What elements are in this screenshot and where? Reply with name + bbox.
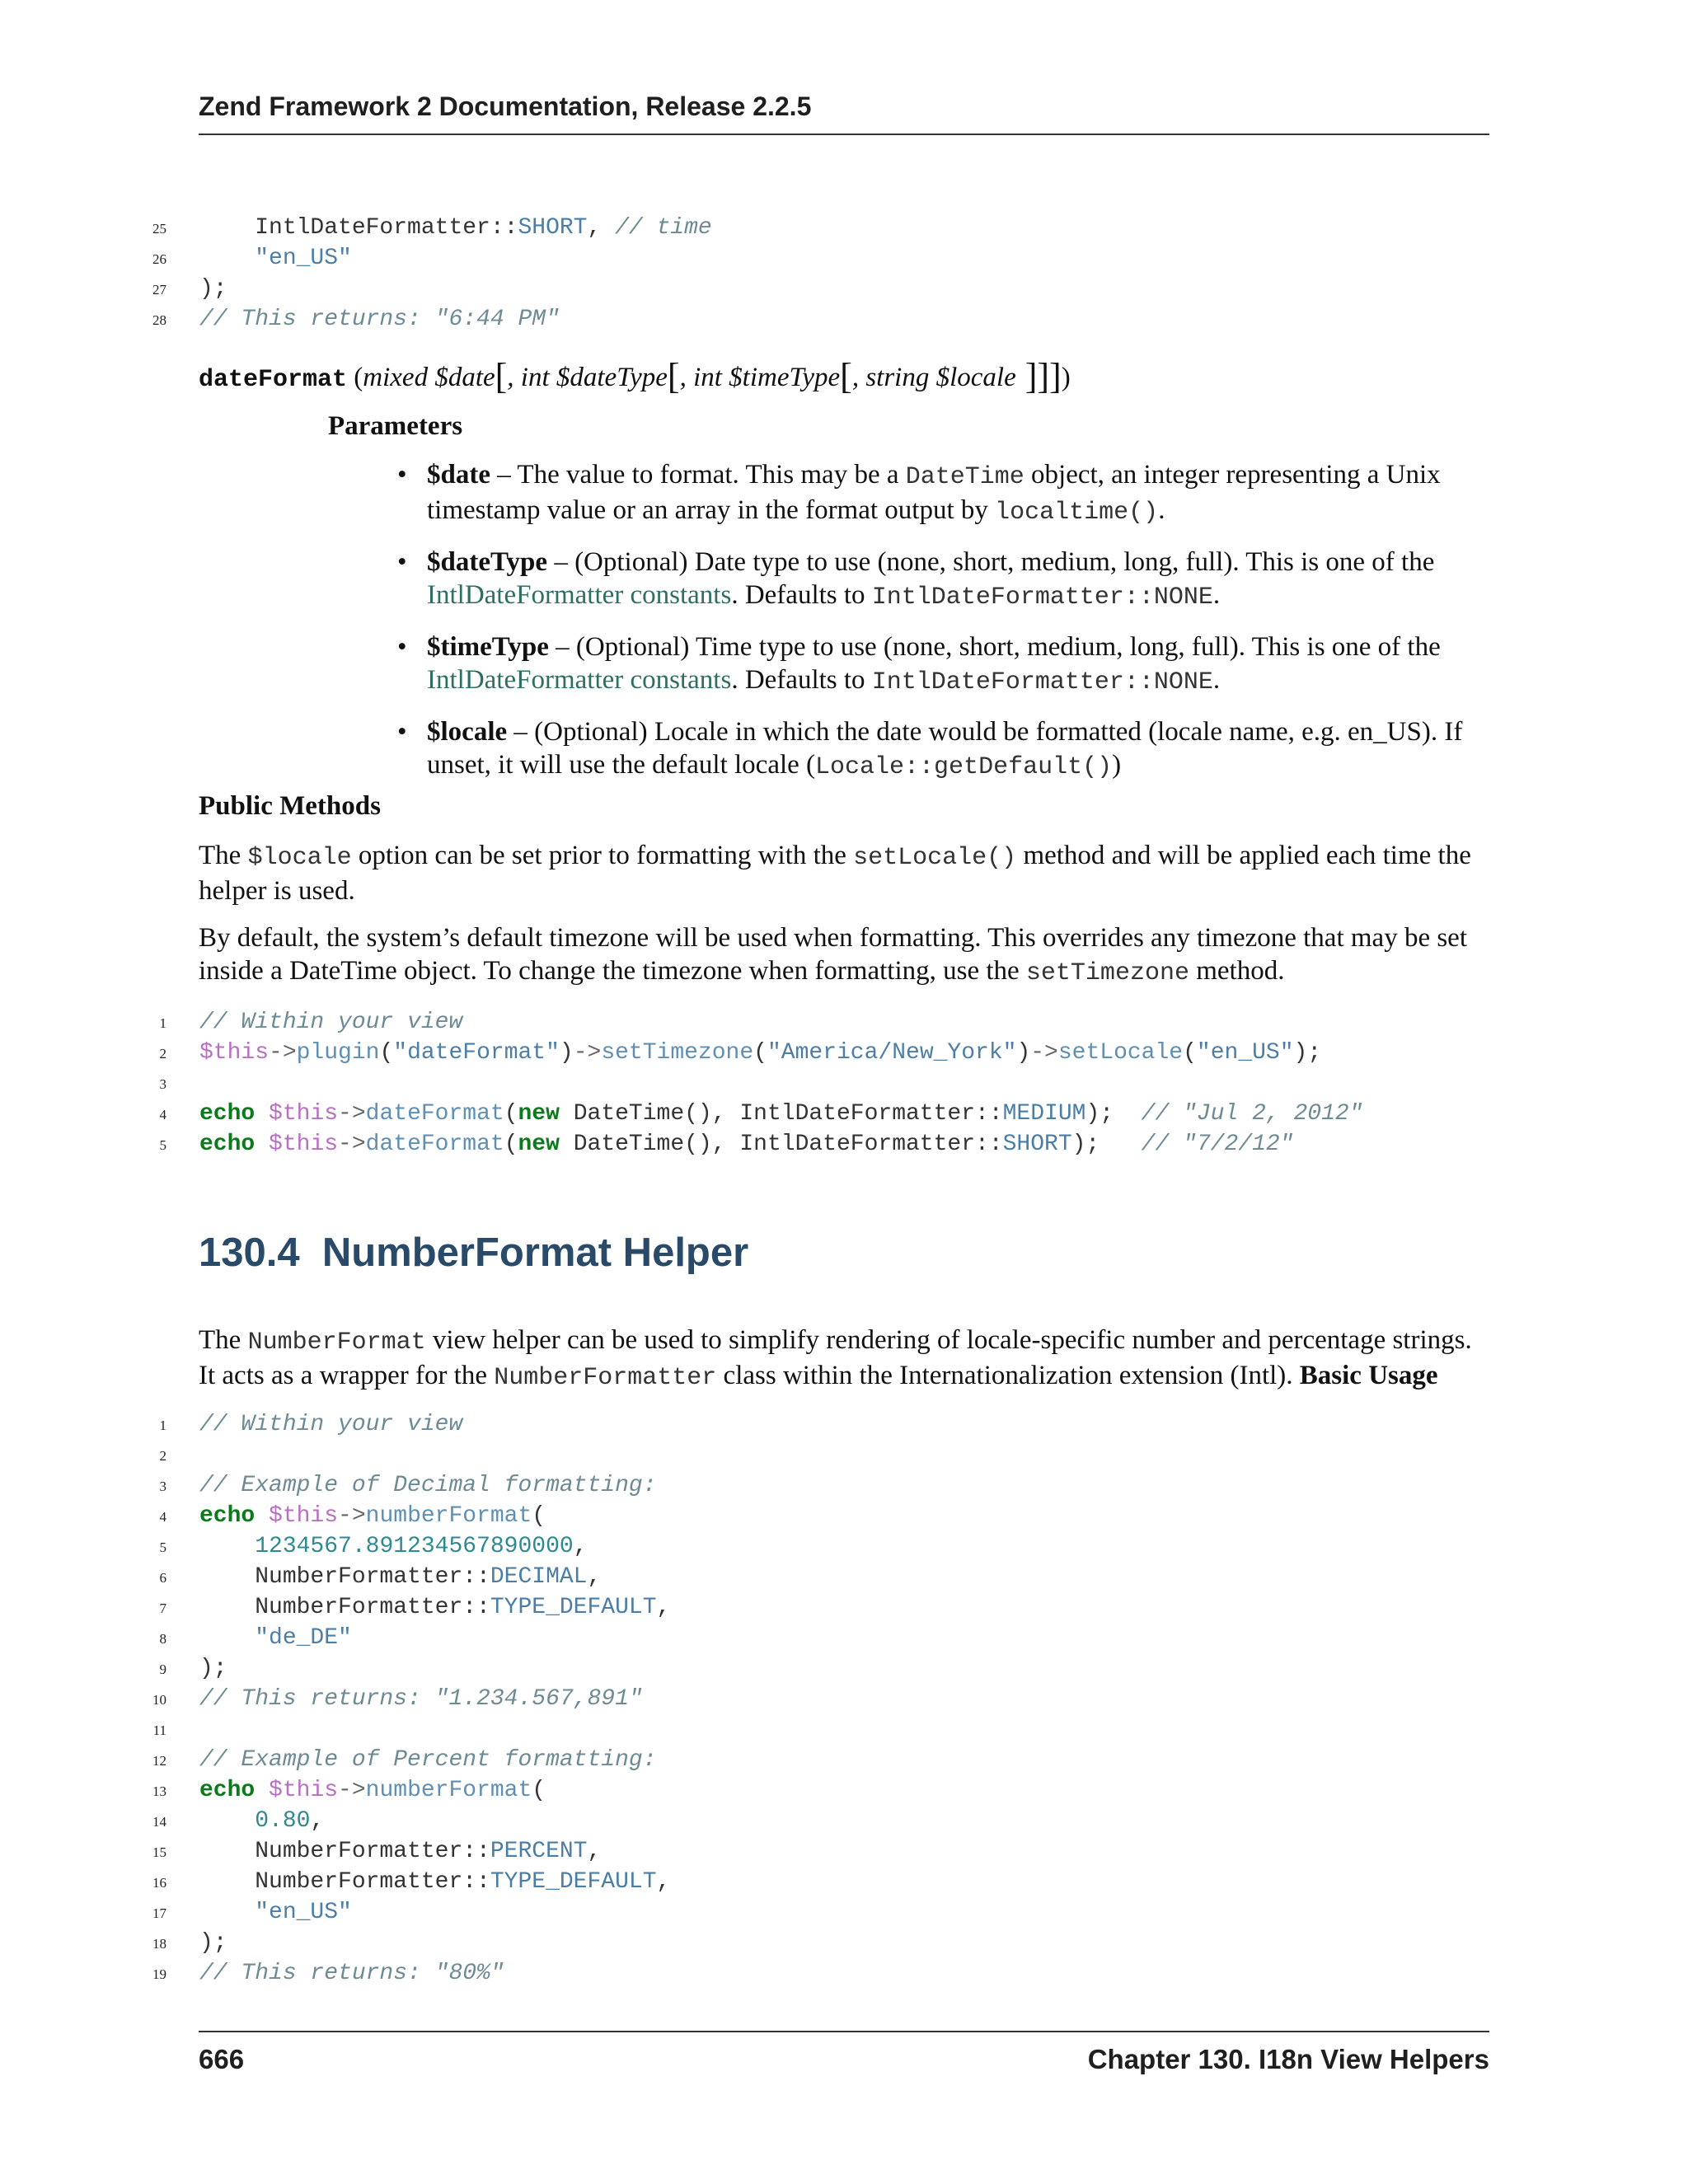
code-token: ( (1183, 1040, 1197, 1066)
code-token: $this (199, 1040, 270, 1066)
code-token: MEDIUM (1002, 1101, 1086, 1127)
parameter-name: $dateType (427, 547, 548, 577)
code-line (148, 1592, 1492, 1623)
code-token: $this (269, 1132, 339, 1157)
parameter-list (396, 458, 1492, 800)
code-line (148, 1653, 1492, 1684)
code-token: -> (338, 1503, 366, 1529)
parameters-heading: Parameters (328, 411, 463, 441)
code-token: SHORT (518, 215, 588, 241)
code-token: , (656, 1869, 671, 1895)
code-token: , (587, 1839, 602, 1864)
code-token: "en_US" (255, 246, 352, 271)
code-token: numberFormat (365, 1778, 532, 1803)
code-token: // Within your view (199, 1010, 463, 1035)
text-run: . Defaults to (731, 580, 872, 610)
code-token: , (587, 1564, 602, 1590)
parameter-item (396, 546, 1492, 614)
code-line (148, 1129, 1492, 1160)
code-token: echo (199, 1503, 256, 1529)
text-run: view helper can be used to simplify rendering of locale-specific number and percentage strings. It acts as a wrapper for the (199, 1325, 1472, 1390)
code-token (255, 1101, 269, 1127)
code-line (148, 274, 1492, 304)
code-line (148, 1038, 1492, 1068)
text-run: The (199, 841, 248, 870)
code-line (148, 1684, 1492, 1714)
code-token: NumberFormatter:: (199, 1839, 490, 1864)
code-token: setLocale (1057, 1040, 1184, 1066)
header-title: Zend Framework 2 Documentation, Release 2.2.5 (199, 91, 812, 121)
parameter-name: $locale (427, 717, 508, 747)
line-number: 26 (152, 251, 166, 267)
code-token: ); (1293, 1040, 1322, 1066)
code-line (148, 1068, 1492, 1099)
text-run: (Optional) Time type to use (none, short, medium, long, full). This is one of the (575, 632, 1441, 662)
code-token: -> (338, 1778, 366, 1803)
parameter-separator: – (548, 632, 576, 662)
text-run: option can be set prior to formatting with the (351, 841, 854, 870)
signature-param-locale: , string $locale (851, 363, 1016, 392)
line-number: 6 (159, 1570, 166, 1586)
code-token: IntlDateFormatter:: (199, 215, 518, 241)
line-number: 18 (152, 1936, 166, 1952)
bullet-icon: • (397, 460, 407, 490)
code-token: "en_US" (1196, 1040, 1294, 1066)
code-token: numberFormat (365, 1503, 532, 1529)
code-token: DateTime(), IntlDateFormatter:: (559, 1132, 1003, 1157)
code-token: // This returns: "1.234.567,891" (199, 1686, 643, 1712)
code-token: DECIMAL (490, 1564, 588, 1590)
text-run: . (1212, 665, 1221, 695)
text-run: . (1212, 580, 1221, 610)
line-number: 19 (152, 1966, 166, 1982)
parameter-item (396, 715, 1492, 784)
code-token: // This returns: "6:44 PM" (199, 307, 560, 332)
code-token: "dateFormat" (393, 1040, 560, 1066)
code-line (148, 1440, 1492, 1470)
code-line (148, 1714, 1492, 1745)
code-token: $this (269, 1503, 339, 1529)
code-token: TYPE_DEFAULT (490, 1595, 657, 1620)
line-number: 1 (159, 1418, 166, 1433)
running-header (199, 89, 1489, 135)
line-number: 5 (159, 1137, 166, 1153)
inline-code: IntlDateFormatter::NONE (871, 583, 1213, 612)
chapter-title: Chapter 130. I18n View Helpers (1087, 2044, 1489, 2074)
code-token: // This returns: "80%" (199, 1961, 504, 1986)
code-token: ); (1071, 1132, 1142, 1157)
line-number: 2 (159, 1046, 166, 1062)
public-methods-heading: Public Methods (199, 791, 381, 821)
code-token: echo (199, 1132, 256, 1157)
code-line (148, 1099, 1492, 1129)
code-token: ); (199, 276, 227, 302)
code-block-top (148, 213, 1492, 335)
line-number: 15 (152, 1844, 166, 1860)
bullet-icon: • (397, 547, 407, 577)
code-token (255, 1778, 269, 1803)
code-token: setTimezone (601, 1040, 754, 1066)
code-line (148, 1958, 1492, 1989)
text-run: . (1158, 495, 1165, 525)
parameter-name: $timeType (427, 632, 549, 662)
code-line (148, 243, 1492, 274)
code-token (199, 1534, 255, 1559)
doc-link[interactable]: IntlDateFormatter constants (427, 665, 732, 695)
code-line (148, 304, 1492, 335)
line-number: 3 (159, 1479, 166, 1494)
code-token: , (587, 215, 616, 241)
line-number: 27 (152, 282, 166, 298)
line-number: 16 (152, 1875, 166, 1891)
code-token: -> (1030, 1040, 1058, 1066)
text-run: ) (1112, 750, 1122, 780)
code-line (148, 1501, 1492, 1531)
code-line (148, 1409, 1492, 1440)
code-token: "America/New_York" (767, 1040, 1017, 1066)
line-number: 2 (159, 1448, 166, 1464)
code-token (199, 1625, 255, 1651)
code-token: ) (559, 1040, 574, 1066)
code-token: NumberFormatter:: (199, 1564, 490, 1590)
code-token: , (573, 1534, 588, 1559)
code-token: TYPE_DEFAULT (490, 1869, 657, 1895)
code-line (148, 1836, 1492, 1867)
line-number: 7 (159, 1601, 166, 1616)
code-token: ( (532, 1778, 546, 1803)
code-token: ) (1016, 1040, 1031, 1066)
text-run: (Optional) Date type to use (none, short, medium, long, full). This is one of the (574, 547, 1435, 577)
code-token: DateTime(), IntlDateFormatter:: (559, 1101, 1003, 1127)
code-token: -> (338, 1132, 366, 1157)
parameter-item (396, 630, 1492, 699)
code-token: echo (199, 1778, 256, 1803)
code-token: ); (1085, 1101, 1142, 1127)
code-token: -> (338, 1101, 366, 1127)
line-number: 1 (159, 1015, 166, 1031)
code-token: , (656, 1595, 671, 1620)
code-token: $this (269, 1101, 339, 1127)
code-token: PERCENT (490, 1839, 588, 1864)
inline-code: NumberFormatter (494, 1364, 717, 1392)
inline-code: setTimezone (1025, 959, 1189, 987)
code-token: plugin (296, 1040, 380, 1066)
line-number: 14 (152, 1814, 166, 1830)
section-title: NumberFormat Helper (321, 1230, 749, 1275)
code-token: , (310, 1808, 325, 1834)
inline-code: setLocale() (853, 844, 1017, 872)
doc-link[interactable]: IntlDateFormatter constants (427, 580, 732, 610)
inline-code: Locale::getDefault() (815, 753, 1113, 781)
inline-code: DateTime (905, 463, 1025, 491)
code-token: "de_DE" (255, 1625, 352, 1651)
code-line (148, 1531, 1492, 1562)
code-token: -> (269, 1040, 297, 1066)
code-token: "en_US" (255, 1900, 352, 1925)
parameter-name: $date (427, 460, 490, 490)
code-line (148, 1806, 1492, 1836)
code-token (199, 1808, 255, 1834)
code-line (148, 1562, 1492, 1592)
code-token: new (518, 1132, 560, 1157)
code-token: NumberFormatter:: (199, 1595, 490, 1620)
text-run: object, an integer representing a Unix timestamp value or an array in the format output by (427, 460, 1441, 525)
line-number: 4 (159, 1107, 166, 1122)
code-token: ); (199, 1930, 227, 1956)
parameter-separator: – (490, 460, 518, 490)
line-number: 8 (159, 1631, 166, 1647)
parameter-item (396, 458, 1492, 529)
code-token: 1234567.891234567890000 (255, 1534, 574, 1559)
code-token (199, 246, 255, 271)
text-run: class within the Internationalization extension (Intl). (716, 1361, 1300, 1390)
page-number: 666 (199, 2044, 245, 2074)
inline-code: IntlDateFormatter::NONE (871, 668, 1213, 696)
text-run: . Defaults to (731, 665, 872, 695)
signature-open: ( (354, 363, 363, 392)
code-token: $this (269, 1778, 339, 1803)
section-number: 130.4 (199, 1230, 300, 1275)
code-token: // time (615, 215, 712, 241)
code-line (148, 1897, 1492, 1928)
line-number: 3 (159, 1076, 166, 1092)
line-number: 9 (159, 1661, 166, 1677)
parameter-separator: – (507, 717, 535, 747)
line-number: 4 (159, 1509, 166, 1525)
code-line (148, 1775, 1492, 1806)
code-line (148, 1470, 1492, 1501)
code-token: dateFormat (365, 1132, 504, 1157)
code-token (199, 1900, 255, 1925)
bullet-icon: • (397, 632, 407, 662)
page-footer (199, 2031, 1489, 2077)
code-block-date-format (148, 1007, 1492, 1160)
code-token: SHORT (1002, 1132, 1072, 1157)
code-token: // Within your view (199, 1412, 463, 1437)
code-token: -> (573, 1040, 602, 1066)
method-signature: dateFormat (mixed $date[, int $dateType[, int $timeType[, string $locale ]]]) (199, 356, 1071, 396)
parameter-separator: – (547, 547, 575, 577)
line-number: 12 (152, 1753, 166, 1769)
code-token: ); (199, 1656, 227, 1681)
line-number: 10 (152, 1692, 166, 1708)
code-token (255, 1503, 269, 1529)
code-line (148, 1867, 1492, 1897)
code-line (148, 213, 1492, 243)
code-token: // Example of Percent formatting: (199, 1747, 657, 1773)
code-token: echo (199, 1101, 256, 1127)
section-heading (199, 1228, 748, 1277)
line-number: 17 (152, 1905, 166, 1921)
line-number: 25 (152, 221, 166, 237)
code-token: NumberFormatter:: (199, 1869, 490, 1895)
code-token: ( (753, 1040, 767, 1066)
code-token: ( (532, 1503, 546, 1529)
code-token: ( (504, 1132, 518, 1157)
inline-code: NumberFormat (247, 1329, 426, 1357)
text-run: method. (1189, 956, 1285, 986)
code-line (148, 1928, 1492, 1958)
line-number: 13 (152, 1783, 166, 1799)
line-number: 5 (159, 1540, 166, 1555)
signature-param-timetype: , int $timeType (679, 363, 841, 392)
code-line (148, 1007, 1492, 1038)
code-token: // "Jul 2, 2012" (1141, 1101, 1363, 1127)
text-run: By default, the system’s default timezone will be used when formatting. This overrides any timezone that may be set inside a DateTime object. To change the timezone when formatting, use the (199, 923, 1467, 986)
code-token: // "7/2/12" (1141, 1132, 1294, 1157)
paragraph-locale-option (199, 839, 1492, 907)
paragraph-timezone (199, 921, 1492, 990)
code-line (148, 1745, 1492, 1775)
code-token: new (518, 1101, 560, 1127)
code-block-number-format (148, 1409, 1492, 1989)
signature-name: dateFormat (199, 366, 348, 394)
line-number: 28 (152, 312, 166, 328)
text-run: method and will be applied each time the helper is used. (199, 841, 1471, 906)
signature-param-datetype: , int $dateType (507, 363, 668, 392)
code-token: // Example of Decimal formatting: (199, 1473, 657, 1498)
paragraph-numberformat-intro (199, 1324, 1492, 1394)
code-token: ( (504, 1101, 518, 1127)
signature-param-date: mixed $date (363, 363, 495, 392)
inline-code: localtime() (995, 499, 1159, 527)
text-run: The (199, 1325, 248, 1355)
code-token (255, 1132, 269, 1157)
text-run: The value to format. This may be a (517, 460, 906, 490)
code-token: 0.80 (255, 1808, 311, 1834)
inline-code: $locale (247, 844, 352, 872)
text-run: Basic Usage (1299, 1361, 1438, 1390)
code-token: ( (379, 1040, 394, 1066)
line-number: 11 (152, 1722, 166, 1738)
code-token: dateFormat (365, 1101, 504, 1127)
text-run: (Optional) Locale in which the date would be formatted (locale name, e.g. en_US). If unset, it will use the default locale ( (427, 717, 1463, 780)
bullet-icon: • (397, 717, 407, 747)
code-line (148, 1623, 1492, 1653)
signature-close: ) (1061, 363, 1071, 392)
